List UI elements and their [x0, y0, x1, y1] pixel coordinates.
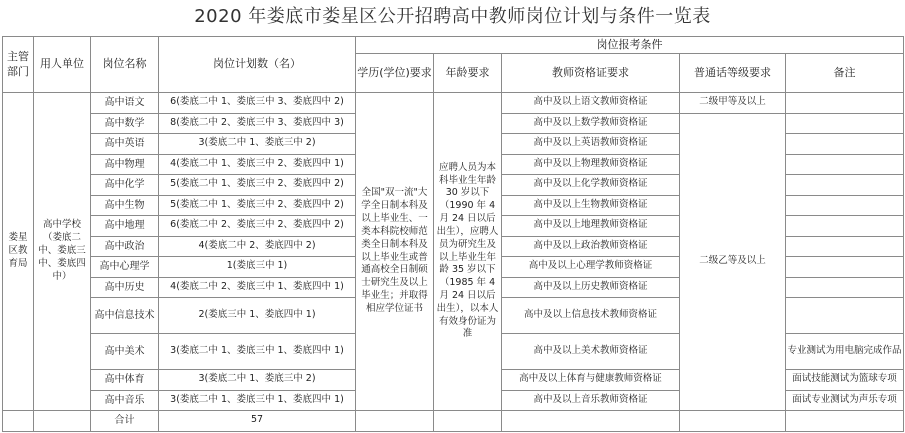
position-cell: 高中信息技术: [91, 298, 159, 334]
certificate-cell: 高中及以上生物教师资格证: [502, 195, 680, 216]
note-cell: [786, 257, 904, 278]
note-cell: [786, 277, 904, 298]
certificate-cell: 高中及以上信息技术教师资格证: [502, 298, 680, 334]
header-dept: 主管部门: [3, 37, 34, 93]
position-cell: 高中美术: [91, 334, 159, 370]
total-value: 57: [159, 411, 356, 432]
position-cell: 高中音乐: [91, 390, 159, 411]
certificate-cell: 高中及以上体育与健康教师资格证: [502, 370, 680, 391]
certificate-cell: 高中及以上化学教师资格证: [502, 175, 680, 196]
empty-cell: [502, 411, 680, 432]
certificate-cell: 高中及以上英语教师资格证: [502, 134, 680, 155]
header-certificate: 教师资格证要求: [502, 54, 680, 93]
empty-cell: [34, 411, 91, 432]
position-cell: 高中物理: [91, 154, 159, 175]
note-cell: [786, 154, 904, 175]
empty-cell: [356, 411, 434, 432]
empty-cell: [3, 411, 34, 432]
unit-cell: 高中学校（娄底二中、娄底三中、娄底四中）: [34, 93, 91, 411]
position-cell: 高中语文: [91, 93, 159, 114]
certificate-cell: 高中及以上地理教师资格证: [502, 216, 680, 237]
header-age: 年龄要求: [434, 54, 502, 93]
plan-cell: 6(娄底二中 1、娄底三中 3、娄底四中 2): [159, 93, 356, 114]
certificate-cell: 高中及以上数学教师资格证: [502, 113, 680, 134]
certificate-cell: 高中及以上历史教师资格证: [502, 277, 680, 298]
certificate-cell: 高中及以上政治教师资格证: [502, 236, 680, 257]
note-cell: 面试技能测试为篮球专项: [786, 370, 904, 391]
position-cell: 高中历史: [91, 277, 159, 298]
plan-cell: 3(娄底二中 1、娄底三中 2): [159, 370, 356, 391]
note-cell: [786, 93, 904, 114]
total-row: [3, 411, 904, 432]
plan-cell: 1(娄底三中 1): [159, 257, 356, 278]
plan-cell: 5(娄底二中 1、娄底三中 2、娄底四中 2): [159, 175, 356, 196]
note-cell: [786, 195, 904, 216]
certificate-cell: 高中及以上物理教师资格证: [502, 154, 680, 175]
note-cell: [786, 216, 904, 237]
note-cell: 面试专业测试为声乐专项: [786, 390, 904, 411]
position-cell: 高中体育: [91, 370, 159, 391]
plan-cell: 3(娄底二中 1、娄底三中 1、娄底四中 1): [159, 390, 356, 411]
certificate-cell: 高中及以上心理学教师资格证: [502, 257, 680, 278]
empty-cell: [434, 411, 502, 432]
education-cell: 全国"双一流"大学全日制本科及以上毕业生、一类本科院校师范类全日制本科及以上毕业生或普通高校全日制硕士研究生及以上毕业生；并取得相应学位证书: [356, 93, 434, 411]
header-mandarin: 普通话等级要求: [680, 54, 786, 93]
header-plan: 岗位计划数（名）: [159, 37, 356, 93]
note-cell: 专业测试为用电脑完成作品: [786, 334, 904, 370]
plan-cell: 5(娄底二中 1、娄底三中 2、娄底四中 2): [159, 195, 356, 216]
position-cell: 高中化学: [91, 175, 159, 196]
position-cell: 高中生物: [91, 195, 159, 216]
plan-cell: 6(娄底二中 2、娄底三中 2、娄底四中 2): [159, 216, 356, 237]
note-cell: [786, 113, 904, 134]
plan-cell: 8(娄底二中 2、娄底三中 3、娄底四中 3): [159, 113, 356, 134]
position-cell: 高中数学: [91, 113, 159, 134]
plan-cell: 4(娄底二中 2、娄底三中 1、娄底四中 1): [159, 277, 356, 298]
dept-cell: 娄星区教育局: [3, 93, 34, 411]
header-unit: 用人单位: [34, 37, 91, 93]
plan-cell: 4(娄底二中 2、娄底四中 2): [159, 236, 356, 257]
certificate-cell: 高中及以上音乐教师资格证: [502, 390, 680, 411]
certificate-cell: 高中及以上美术教师资格证: [502, 334, 680, 370]
mandarin-cell: 二级甲等及以上: [680, 93, 786, 114]
header-notes: 备注: [786, 54, 904, 93]
plan-cell: 4(娄底二中 1、娄底三中 2、娄底四中 1): [159, 154, 356, 175]
note-cell: [786, 175, 904, 196]
note-cell: [786, 236, 904, 257]
header-education: 学历(学位)要求: [356, 54, 434, 93]
total-label: 合计: [91, 411, 159, 432]
empty-cell: [680, 411, 786, 432]
mandarin-cell: 二级乙等及以上: [680, 113, 786, 411]
age-cell: 应聘人员为本科毕业生年龄 30 岁以下（1990 年 4 月 24 日以后出生），应聘人员为研究生及以上毕业生年龄 35 岁以下（1985 年 4 月 24 日以后出生），以本人有效身份证为准: [434, 93, 502, 411]
header-position: 岗位名称: [91, 37, 159, 93]
position-cell: 高中心理学: [91, 257, 159, 278]
page-title: 2020 年娄底市娄星区公开招聘高中教师岗位计划与条件一览表: [194, 6, 711, 27]
plan-cell: 3(娄底二中 1、娄底三中 1、娄底四中 1): [159, 334, 356, 370]
certificate-cell: 高中及以上语文教师资格证: [502, 93, 680, 114]
empty-cell: [786, 411, 904, 432]
position-cell: 高中英语: [91, 134, 159, 155]
recruitment-table: [2, 36, 904, 432]
note-cell: [786, 298, 904, 334]
plan-cell: 2(娄底三中 1、娄底四中 1): [159, 298, 356, 334]
table-row: [3, 93, 904, 114]
position-cell: 高中政治: [91, 236, 159, 257]
note-cell: [786, 134, 904, 155]
position-cell: 高中地理: [91, 216, 159, 237]
header-conditions: 岗位报考条件: [356, 37, 904, 54]
plan-cell: 3(娄底二中 1、娄底三中 2): [159, 134, 356, 155]
